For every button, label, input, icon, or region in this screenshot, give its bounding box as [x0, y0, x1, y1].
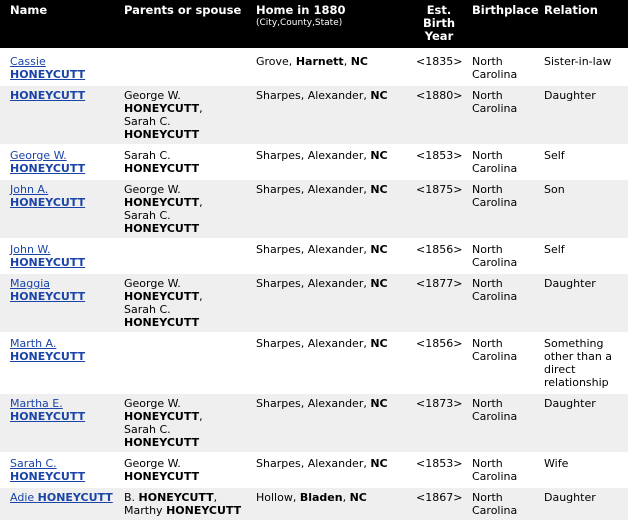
- home-place: Sharpes, Alexander,: [256, 149, 370, 162]
- header-year-line3: Year: [425, 29, 454, 43]
- home-place: Sharpes, Alexander,: [256, 277, 370, 290]
- cell-birthplace: [466, 333, 538, 393]
- parent-first-name: George W.: [124, 89, 181, 102]
- home-state: NC: [370, 89, 387, 102]
- cell-home: [250, 453, 410, 487]
- parent-surname: HONEYCUTT: [124, 470, 199, 483]
- person-surname: HONEYCUTT: [10, 470, 85, 483]
- parent-surname: HONEYCUTT: [139, 491, 214, 504]
- table-row: [0, 85, 628, 145]
- cell-birth-year: <1875>: [410, 179, 466, 239]
- parent-first-name: Marthy: [124, 504, 163, 517]
- person-surname: HONEYCUTT: [10, 290, 85, 303]
- table-row: [0, 179, 628, 239]
- person-given-name: Maggia: [10, 277, 50, 290]
- person-given-name: Cassie: [10, 55, 46, 68]
- cell-relation: Something other than a direct relationship: [538, 333, 628, 393]
- home-place: Sharpes, Alexander,: [256, 397, 370, 410]
- cell-relation: Self: [538, 145, 628, 179]
- cell-birth-year: <1873>: [410, 393, 466, 453]
- cell-relation: Daughter: [538, 85, 628, 145]
- header-relation: Relation: [538, 0, 628, 50]
- parent-first-name: George W.: [124, 183, 181, 196]
- parent-first-name: George W.: [124, 277, 181, 290]
- person-name-link[interactable]: [10, 277, 85, 303]
- person-given-name: John A.: [10, 183, 48, 196]
- birthplace-line1: North: [472, 243, 503, 256]
- home-place: Hollow,: [256, 491, 300, 504]
- cell-birthplace: [466, 393, 538, 453]
- cell-relation: Wife: [538, 453, 628, 487]
- person-given-name: Martha E.: [10, 397, 63, 410]
- header-name: Name: [0, 0, 118, 50]
- cell-parents: [118, 85, 250, 145]
- cell-name: [0, 145, 118, 179]
- person-name-link[interactable]: [10, 397, 85, 423]
- home-county: Bladen: [300, 491, 343, 504]
- parent-surname: HONEYCUTT: [124, 290, 199, 303]
- cell-birthplace: [466, 50, 538, 86]
- cell-birth-year: <1856>: [410, 333, 466, 393]
- cell-parents: [118, 487, 250, 520]
- cell-home: [250, 273, 410, 333]
- cell-parents: [118, 393, 250, 453]
- parent-surname: HONEYCUTT: [124, 102, 199, 115]
- parent-first-name: B.: [124, 491, 135, 504]
- cell-birthplace: [466, 487, 538, 520]
- parent-surname: HONEYCUTT: [124, 410, 199, 423]
- parent-separator: ,: [199, 102, 203, 115]
- cell-name: [0, 453, 118, 487]
- cell-relation: Daughter: [538, 393, 628, 453]
- birthplace-line2: Carolina: [472, 68, 517, 81]
- person-surname: HONEYCUTT: [10, 256, 85, 269]
- cell-name: [0, 85, 118, 145]
- parent-separator: ,: [199, 290, 203, 303]
- person-name-link[interactable]: [10, 183, 85, 209]
- parent-first-name: Sarah C.: [124, 115, 171, 128]
- cell-birthplace: [466, 273, 538, 333]
- table-row: [0, 50, 628, 86]
- birthplace-line2: Carolina: [472, 162, 517, 175]
- cell-birth-year: <1853>: [410, 145, 466, 179]
- table-row: [0, 145, 628, 179]
- cell-birth-year: <1877>: [410, 273, 466, 333]
- person-given-name: Sarah C.: [10, 457, 57, 470]
- table-row: [0, 393, 628, 453]
- person-given-name: Adie: [10, 491, 34, 504]
- cell-home: [250, 333, 410, 393]
- birthplace-line2: Carolina: [472, 410, 517, 423]
- header-birth-year: [410, 0, 466, 50]
- table-row: [0, 239, 628, 273]
- home-place: Sharpes, Alexander,: [256, 183, 370, 196]
- table-row: [0, 453, 628, 487]
- parent-first-name: George W.: [124, 397, 181, 410]
- home-place: Sharpes, Alexander,: [256, 457, 370, 470]
- home-state: NC: [350, 491, 367, 504]
- parent-first-name: Sarah C.: [124, 149, 171, 162]
- cell-name: [0, 393, 118, 453]
- table-row: [0, 487, 628, 520]
- cell-home: [250, 487, 410, 520]
- parent-surname: HONEYCUTT: [124, 128, 199, 141]
- person-given-name: John W.: [10, 243, 51, 256]
- person-name-link[interactable]: [10, 337, 85, 363]
- parent-surname: HONEYCUTT: [124, 436, 199, 449]
- birthplace-line1: North: [472, 491, 503, 504]
- cell-parents: [118, 333, 250, 393]
- cell-name: [0, 273, 118, 333]
- cell-parents: [118, 179, 250, 239]
- home-state: NC: [370, 337, 387, 350]
- birthplace-line2: Carolina: [472, 102, 517, 115]
- person-given-name: Marth A.: [10, 337, 56, 350]
- home-state: NC: [370, 183, 387, 196]
- cell-parents: [118, 273, 250, 333]
- cell-parents: [118, 239, 250, 273]
- person-name-link[interactable]: [10, 89, 85, 102]
- birthplace-line1: North: [472, 149, 503, 162]
- parent-surname: HONEYCUTT: [124, 196, 199, 209]
- header-year-line1: Est.: [427, 3, 452, 17]
- person-surname: HONEYCUTT: [10, 68, 85, 81]
- header-year-line2: Birth: [423, 16, 455, 30]
- cell-birthplace: [466, 453, 538, 487]
- cell-home: [250, 50, 410, 86]
- table-row: [0, 333, 628, 393]
- cell-relation: Daughter: [538, 273, 628, 333]
- home-place: Sharpes, Alexander,: [256, 337, 370, 350]
- cell-parents: [118, 145, 250, 179]
- header-home: [250, 0, 410, 50]
- birthplace-line2: Carolina: [472, 470, 517, 483]
- header-home-subtitle: (City,County,State): [256, 17, 406, 29]
- table-body: [0, 50, 628, 520]
- cell-name: [0, 487, 118, 520]
- cell-home: [250, 239, 410, 273]
- person-surname: HONEYCUTT: [10, 89, 85, 102]
- home-state: NC: [370, 397, 387, 410]
- parent-first-name: Sarah C.: [124, 303, 171, 316]
- person-name-link[interactable]: [10, 243, 85, 269]
- table-row: [0, 273, 628, 333]
- home-place: Grove,: [256, 55, 296, 68]
- person-name-link[interactable]: [10, 457, 85, 483]
- home-place: Sharpes, Alexander,: [256, 243, 370, 256]
- birthplace-line2: Carolina: [472, 290, 517, 303]
- birthplace-line2: Carolina: [472, 350, 517, 363]
- home-state: NC: [370, 457, 387, 470]
- home-state: NC: [370, 277, 387, 290]
- cell-birthplace: [466, 239, 538, 273]
- cell-relation: Daughter: [538, 487, 628, 520]
- birthplace-line1: North: [472, 183, 503, 196]
- cell-birthplace: [466, 145, 538, 179]
- parent-surname: HONEYCUTT: [124, 222, 199, 235]
- birthplace-line2: Carolina: [472, 256, 517, 269]
- cell-name: [0, 333, 118, 393]
- cell-name: [0, 179, 118, 239]
- header-home-title: Home in 1880: [256, 3, 345, 17]
- birthplace-line1: North: [472, 457, 503, 470]
- header-parents: Parents or spouse: [118, 0, 250, 50]
- person-name-link[interactable]: [10, 149, 85, 175]
- person-name-link[interactable]: [10, 491, 113, 504]
- parent-first-name: Sarah C.: [124, 423, 171, 436]
- birthplace-line1: North: [472, 55, 503, 68]
- person-name-link[interactable]: [10, 55, 85, 81]
- birthplace-line1: North: [472, 277, 503, 290]
- birthplace-line1: North: [472, 397, 503, 410]
- cell-home: [250, 145, 410, 179]
- cell-home: [250, 85, 410, 145]
- cell-parents: [118, 50, 250, 86]
- birthplace-line2: Carolina: [472, 196, 517, 209]
- birthplace-line1: North: [472, 89, 503, 102]
- birthplace-line1: North: [472, 337, 503, 350]
- person-surname: HONEYCUTT: [10, 162, 85, 175]
- cell-relation: Sister-in-law: [538, 50, 628, 86]
- cell-relation: Self: [538, 239, 628, 273]
- person-surname: HONEYCUTT: [10, 196, 85, 209]
- person-surname: HONEYCUTT: [38, 491, 113, 504]
- cell-name: [0, 50, 118, 86]
- home-separator: ,: [344, 55, 351, 68]
- cell-name: [0, 239, 118, 273]
- parent-separator: ,: [214, 491, 218, 504]
- cell-birth-year: <1853>: [410, 453, 466, 487]
- home-state: NC: [370, 149, 387, 162]
- home-state: NC: [370, 243, 387, 256]
- parent-first-name: Sarah C.: [124, 209, 171, 222]
- parent-first-name: George W.: [124, 457, 181, 470]
- cell-home: [250, 179, 410, 239]
- parent-surname: HONEYCUTT: [166, 504, 241, 517]
- home-separator: ,: [343, 491, 350, 504]
- cell-birth-year: <1835>: [410, 50, 466, 86]
- home-county: Harnett: [296, 55, 344, 68]
- table-header-row: [0, 0, 628, 50]
- cell-birthplace: [466, 85, 538, 145]
- parent-surname: HONEYCUTT: [124, 316, 199, 329]
- cell-birth-year: <1856>: [410, 239, 466, 273]
- home-place: Sharpes, Alexander,: [256, 89, 370, 102]
- person-surname: HONEYCUTT: [10, 350, 85, 363]
- header-birthplace: Birthplace: [466, 0, 538, 50]
- cell-birth-year: <1867>: [410, 487, 466, 520]
- person-given-name: George W.: [10, 149, 67, 162]
- cell-birthplace: [466, 179, 538, 239]
- cell-parents: [118, 453, 250, 487]
- birthplace-line2: Carolina: [472, 504, 517, 517]
- cell-birth-year: <1880>: [410, 85, 466, 145]
- parent-separator: ,: [199, 196, 203, 209]
- home-state: NC: [351, 55, 368, 68]
- parent-surname: HONEYCUTT: [124, 162, 199, 175]
- cell-relation: Son: [538, 179, 628, 239]
- person-surname: HONEYCUTT: [10, 410, 85, 423]
- parent-separator: ,: [199, 410, 203, 423]
- cell-home: [250, 393, 410, 453]
